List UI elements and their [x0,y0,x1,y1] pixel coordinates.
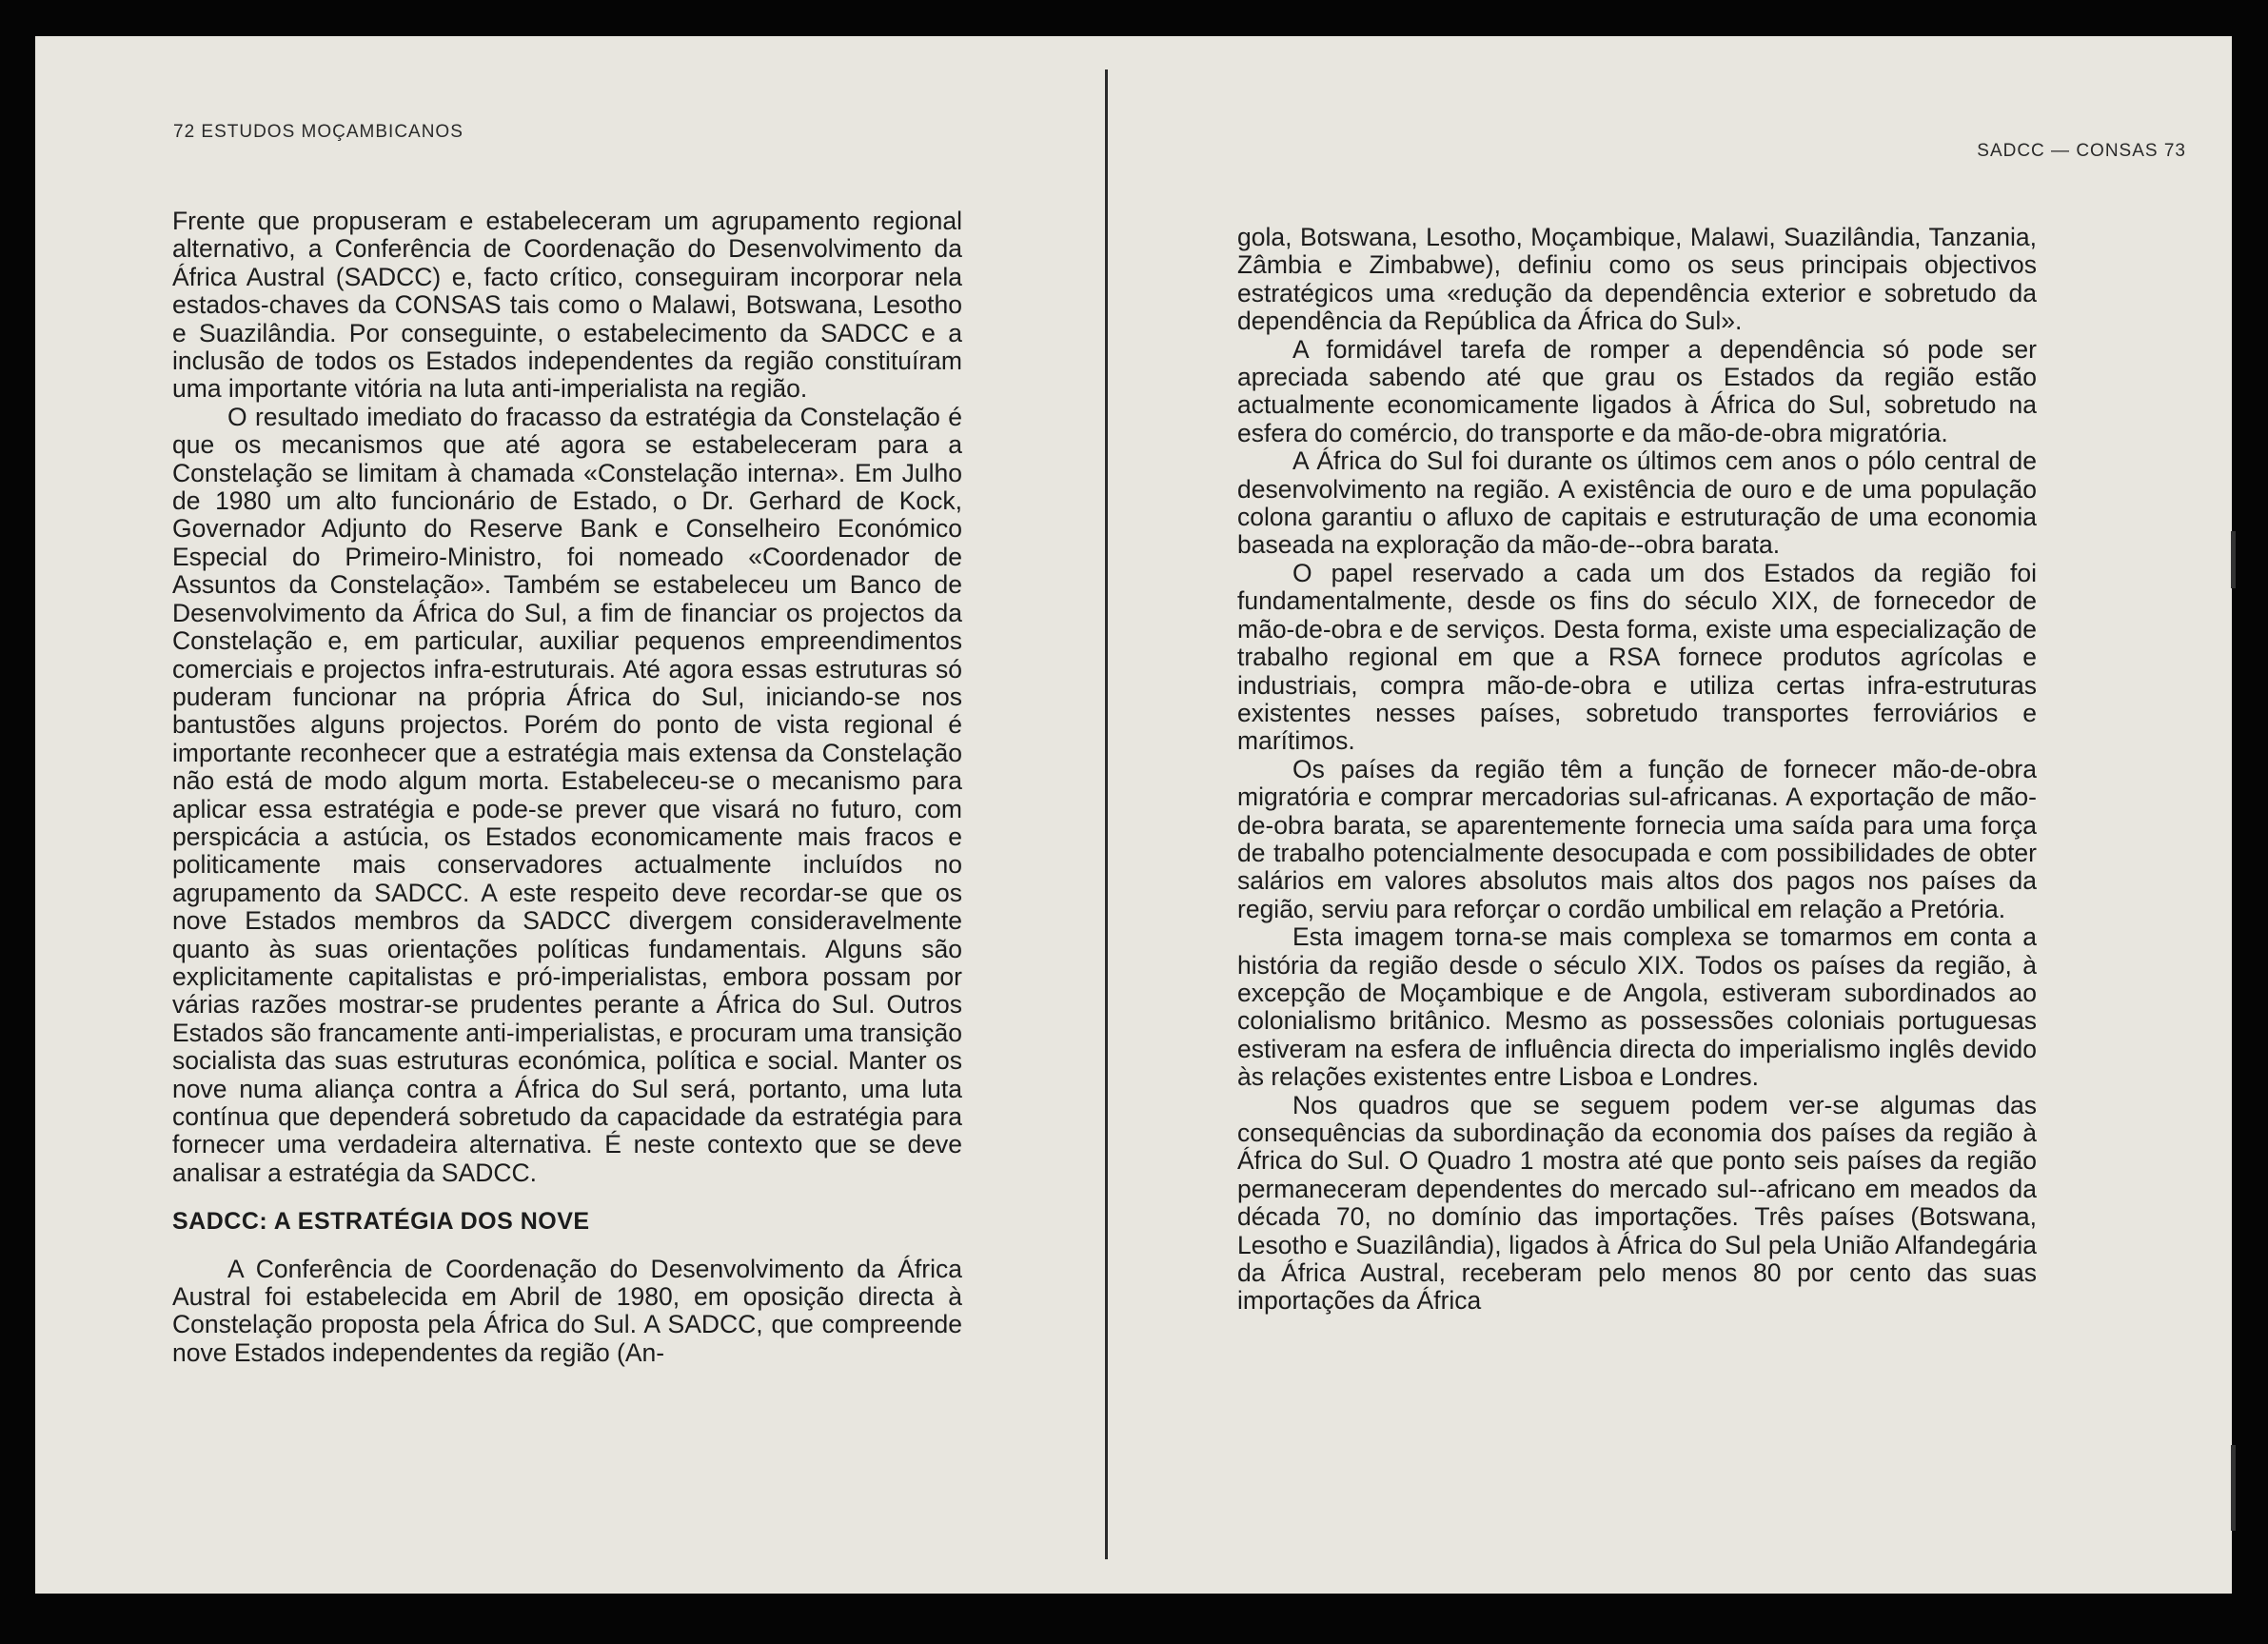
running-head-left: 72 ESTUDOS MOÇAMBICANOS [173,122,463,142]
paragraph: Esta imagem torna-se mais complexa se tomarmos em conta a história da região desde o século XIX. Todos os países da região, à excepção de Moçambique e de Angola, estiveram subordinados ao colonialismo britânico. Mesmo as possessões coloniais portuguesas estiveram na esfera de influência directa do imperialismo inglês devido às relações existentes entre Lisboa e Londres. [1237,922,2037,1092]
paragraph: Nos quadros que se seguem podem ver-se algumas das consequências da subordinação da economia dos países da região à África do Sul. O Quadro 1 mostra até que ponto seis países da região permaneceram dependentes do mercado sul--africano em meados da década 70, no domínio das importações. Três países (Botswana, Lesotho e Suazilândia), ligados à África do Sul pela União Alfandegária da África Austral, receberam pelo menos 80 por cento das suas importações da África [1237,1090,2037,1316]
section-heading: SADCC: A ESTRATÉGIA DOS NOVE [172,1208,590,1236]
book-spread [35,36,2232,1594]
paragraph: Os países da região têm a função de fornecer mão-de-obra migratória e comprar mercadorias sul-africanas. A exportação de mão-de-obra barata, se aparentemente fornecia uma saída para uma força de trabalho potencialmente desocupada e com possibilidades de obter salários em valores absolutos mais altos dos pagos nos países da região, serviu para reforçar o cordão umbilical em relação a Pretória. [1237,754,2037,923]
paragraph: O resultado imediato do fracasso da estratégia da Constelação é que os mecanismos que até agora se estabeleceram para a Constelação se limitam à chamada «Constelação interna». Em Julho de 1980 um alto funcionário de Estado, o Dr. Gerhard de Kock, Governador Adjunto do Reserve Bank e Conselheiro Económico Especial do Primeiro-Ministro, foi nomeado «Coordenador de Assuntos da Constelação». Também se estabeleceu um Banco de Desenvolvimento da África do Sul, a fim de financiar os projectos da Constelação e, em particular, auxiliar pequenos empreendimentos comerciais e projectos infra-estruturais. Até agora essas estruturas só puderam funcionar na própria África do Sul, iniciando-se nos bantustões alguns projectos. Porém do ponto de vista regional é importante reconhecer que a estratégia mais extensa da Constelação não está de modo algum morta. Estabeleceu-se o mecanismo para aplicar essa estratégia e pode-se prever que visará no futuro, com perspicácia a astúcia, os Estados economicamente mais fracos e politicamente mais conservadores actualmente incluídos no agrupamento da SADCC. A este respeito deve recordar-se que os nove Estados membros da SADCC divergem consideravelmente quanto às suas orientações políticas fundamentais. Alguns são explicitamente capitalistas e pró-imperialistas, embora possam por várias razões mostrar-se prudentes perante a África do Sul. Outros Estados são francamente anti-imperialistas, e procuram uma transição socialista das suas estruturas económica, política e social. Manter os nove numa aliança contra a África do Sul será, portanto, uma luta contínua que dependerá sobretudo da capacidade da estratégia para fornecer uma verdadeira alternativa. É neste contexto que se deve analisar a estratégia da SADCC. [172,402,962,1187]
edge-mark [2231,1445,2236,1531]
paragraph: A Conferência de Coordenação do Desenvolvimento da África Austral foi estabelecida em Abril de 1980, em oposição directa à Constelação proposta pela África do Sul. A SADCC, que compreende nove Estados independentes da região (An- [172,1254,962,1367]
paragraph: A formidável tarefa de romper a dependência só pode ser apreciada sabendo até que grau os Estados da região estão actualmente economicamente ligados à África do Sul, sobretudo na esfera do comércio, do transporte e da mão-de-obra migratória. [1237,334,2037,447]
paragraph: O papel reservado a cada um dos Estados da região foi fundamentalmente, desde os fins do século XIX, de fornecedor de mão-de-obra e de serviços. Desta forma, existe uma especialização de trabalho regional em que a RSA fornece produtos agrícolas e industriais, compra mão-de-obra e utiliza certas infra-estruturas existentes nesses países, sobretudo transportes ferroviários e marítimos. [1237,558,2037,756]
left-page-body [172,208,962,1367]
book-gutter [1105,69,1108,1559]
paragraph: gola, Botswana, Lesotho, Moçambique, Malawi, Suazilândia, Tanzania, Zâmbia e Zimbabwe), definiu como os seus principais objectivos estratégicos uma «redução da dependência exterior e sobretudo da dependência da República da África do Sul». [1237,223,2037,336]
paragraph: Frente que propuseram e estabeleceram um agrupamento regional alternativo, a Conferência de Coordenação do Desenvolvimento da África Austral (SADCC) e, facto crítico, conseguiram incorporar nela estados-chaves da CONSAS tais como o Malawi, Botswana, Lesotho e Suazilândia. Por conseguinte, o estabelecimento da SADCC e a inclusão de todos os Estados independentes da região constituíram uma importante vitória na luta anti-imperialista na região. [172,207,962,404]
edge-mark [2231,531,2236,588]
running-head-right: SADCC — CONSAS 73 [1977,141,2186,161]
paragraph: A África do Sul foi durante os últimos cem anos o pólo central de desenvolvimento na região. A existência de ouro e de uma população colona garantiu o afluxo de capitais e estruturação de uma economia baseada na exploração da mão-de--obra barata. [1237,446,2037,560]
right-page-body [1237,224,2037,1316]
